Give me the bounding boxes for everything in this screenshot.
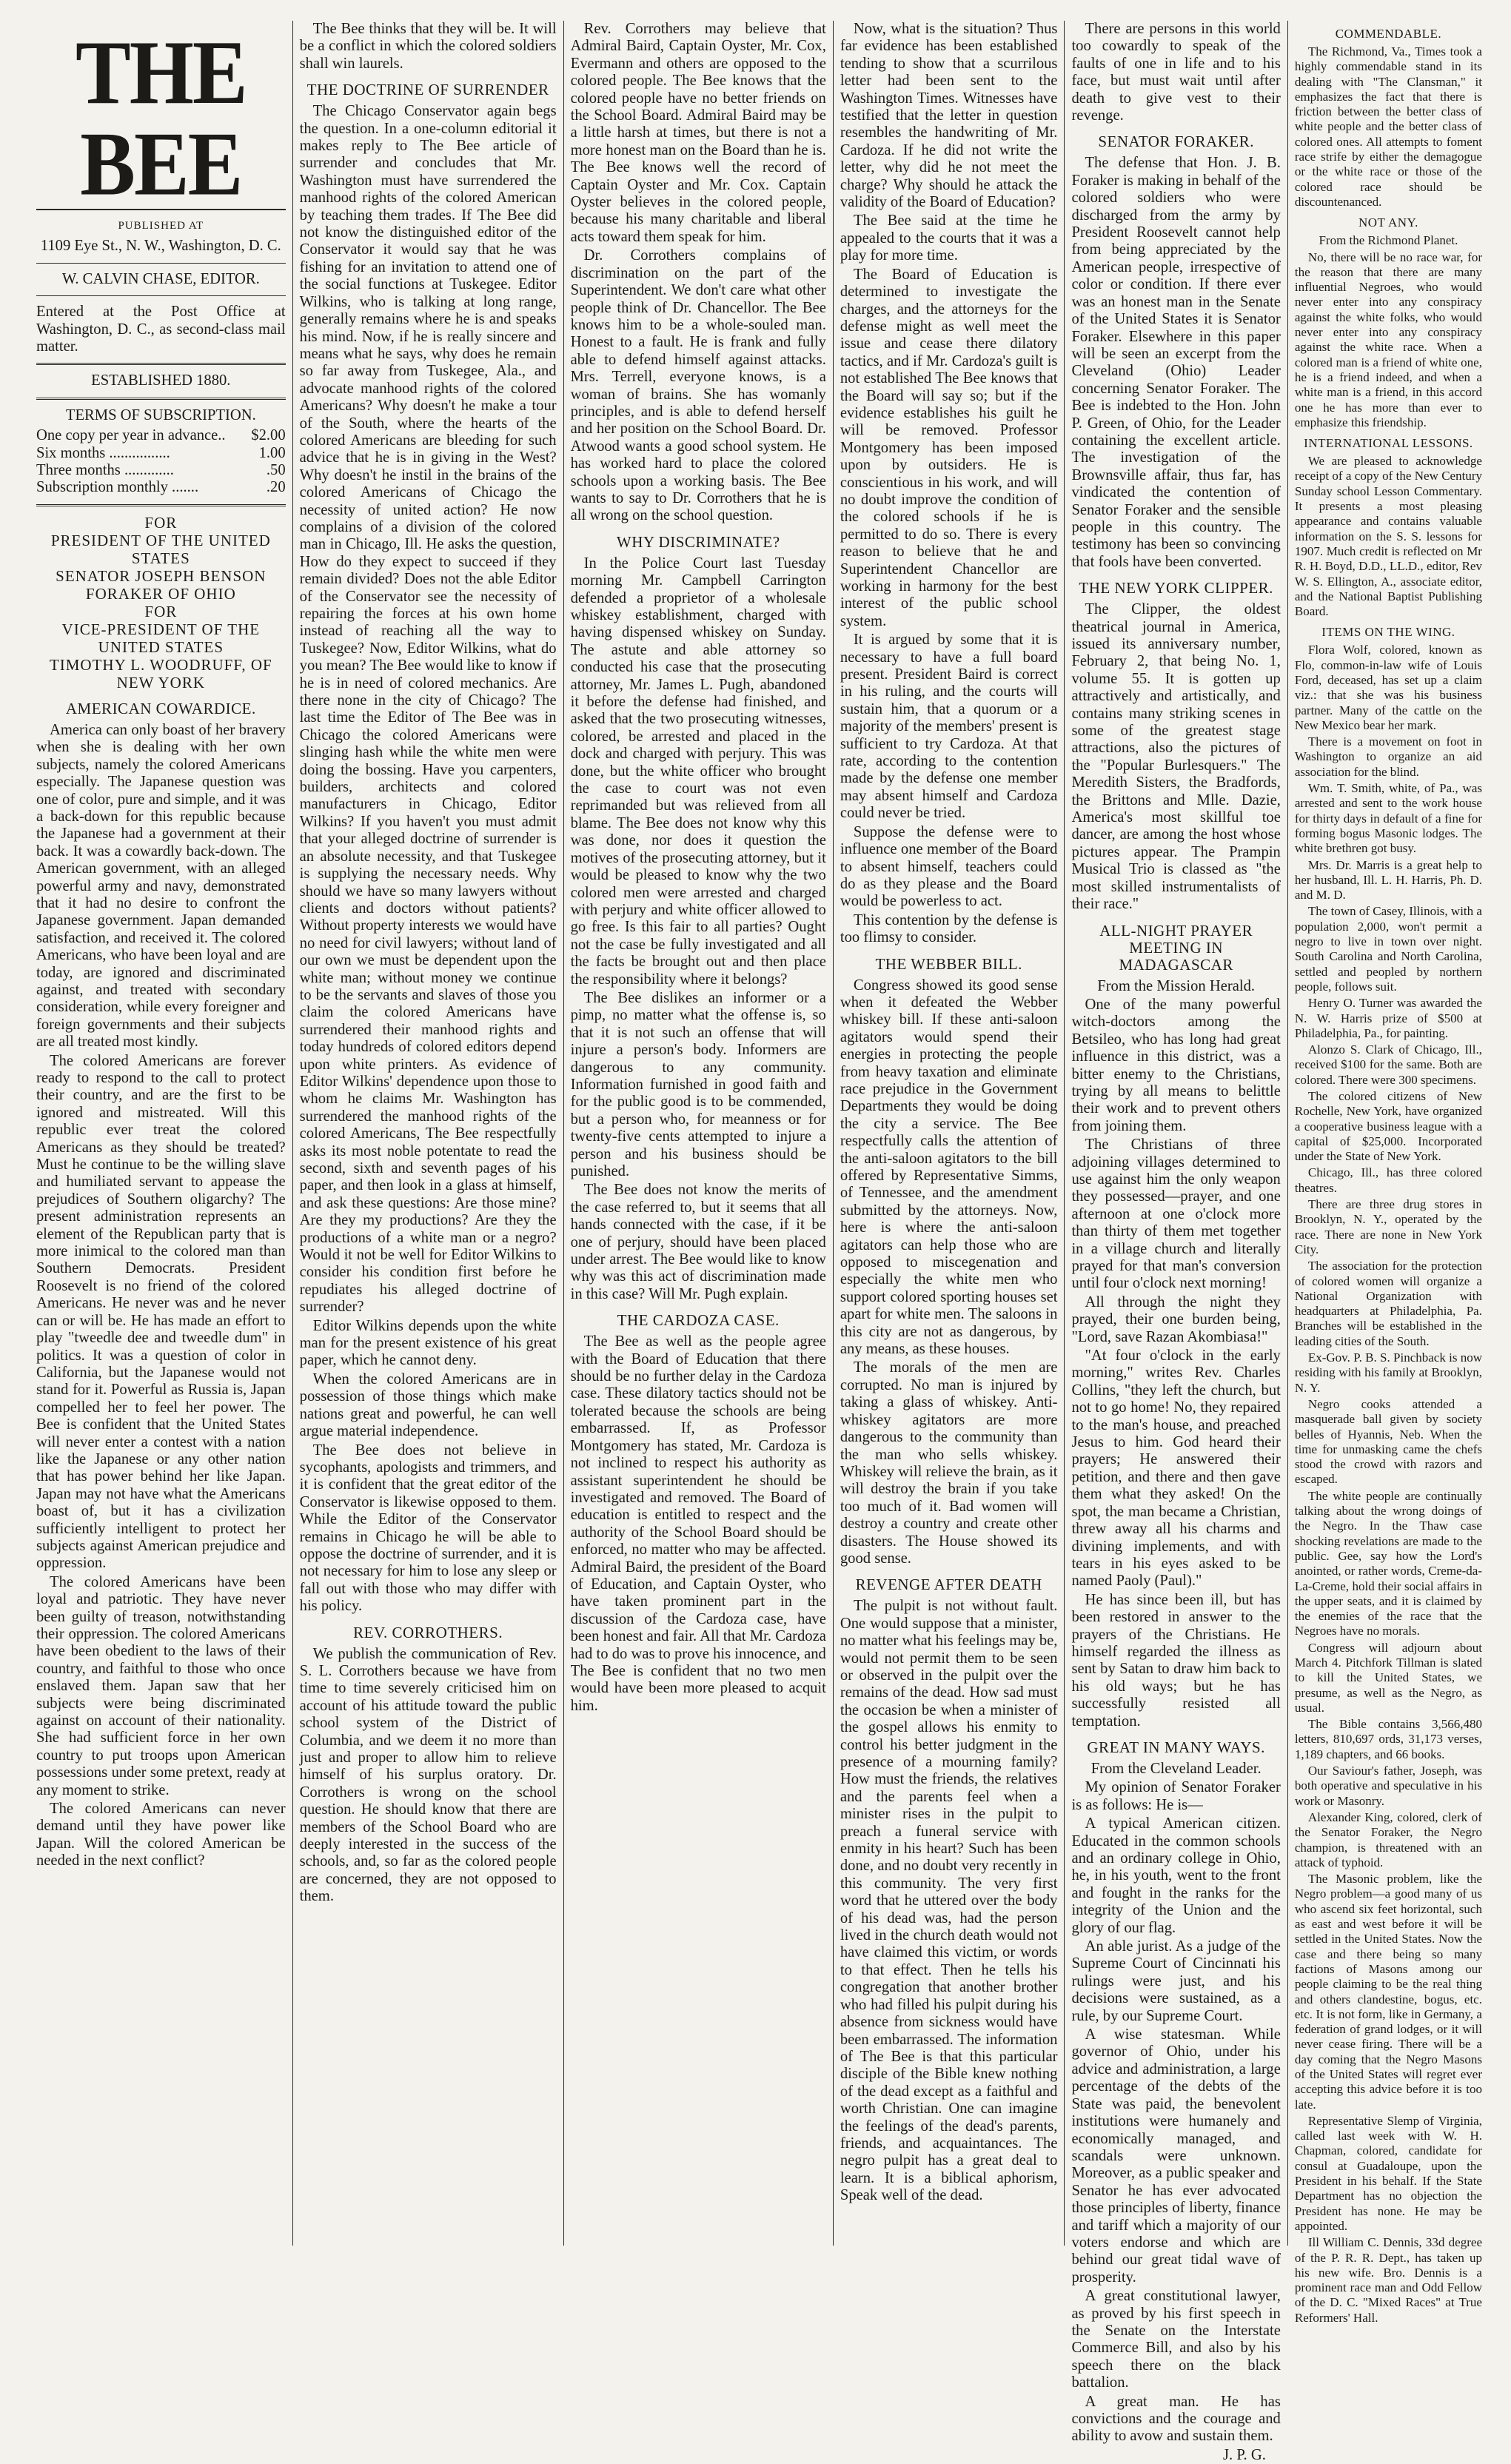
article-paragraph: Henry O. Turner was awarded the N. W. Harris prize of $500 at Philadelphia, Pa., for painting. — [1294, 996, 1482, 1040]
article-paragraph: The association for the protection of colored women will organize a National Organization with headquarters at Philadelphia, Pa. Branches will be established in the leading cities of the South. — [1294, 1259, 1482, 1348]
terms-row — [36, 445, 286, 462]
article-paragraph: A typical American citizen. Educated in the common schools and an ordinary college in Ohio, he, in his youth, went to the front and fought in the ranks for the integrity of the Union and the glory of our flag. — [1071, 1815, 1281, 1936]
column-5 — [1065, 21, 1287, 2463]
article-paragraph: We publish the communication of Rev. S. L. Corrothers because we have from time to time severely criticised him on account of his attitude toward the public school system of the District of Columbia, and we deem it no more than just and proper to allow him to relieve himself of his surplus oratory. Dr. Corrothers is wrong on the school question. He should know that there are members of the School Board who are deeply interested in the success of the schools, and, so far as the colored people are concerned, they are not opposed to them. — [299, 1645, 557, 1905]
article-title: ALL-NIGHT PRAYER MEETING IN MADAGASCAR — [1099, 921, 1253, 974]
article-source: From the Cleveland Leader. — [1090, 1760, 1262, 1777]
article-paragraph: The colored Americans have been loyal and patriotic. They have never been guilty of treason, notwithstanding their oppression. The colored Americans have been obedient to the laws of their country, and faithful to those who once enslaved them. Japan saw that her subjects were being discriminated against on account of their nationality. She had sufficient force in her own country to put troops upon American possessions under some pretext, ready at any moment to strike. — [36, 1573, 286, 1798]
article-paragraph: Congress showed its good sense when it defeated the Webber whiskey bill. If these anti-saloon agitators would spend their energies in protecting the people from heavy taxation and eliminate race prejudice in the Government Departments they would be doing the city a service. The Bee respectfully calls the attention of the anti-saloon agitators to the bill offered by Representative Simms, of Tennessee, and the amendment submitted by the attorneys. Now, here is where the anti-saloon agitators can help those who are opposed to miscegenation and especially the white men who support colored sporting houses set apart for white men. The saloons in this city are not as dangerous, by any means, as these houses. — [840, 977, 1058, 1358]
article-paragraph: Congress will adjourn about March 4. Pitchfork Tillman is slated to kill the United States, we presume, as well as the Negro, as usual. — [1294, 1640, 1482, 1715]
divider — [36, 295, 286, 296]
article-paragraph: The Board of Education is determined to investigate the charges, and the attorneys for the defense might as well meet the issue and cease there dilatory tactics, and if Mr. Cardoza's guilt is not established The Bee knows that the Board will say so; but if the evidence establishes his guilt he will be removed. Professor Montgomery has been imposed upon by outsiders. He is conscientious in his work, and will no doubt improve the condition of the colored schools if he is permitted to do so. There is every reason to believe that he and Superintendent Chancellor are working in harmony for the best interest of the public school system. — [840, 266, 1058, 629]
terms-price: .50 — [266, 462, 286, 479]
article-paragraph: The Christians of three adjoining villages determined to use against him the only weapon they possessed—prayer, and one afternoon at one o'clock more than thirty of them met together in a village church and literally prayed for that man's conversion until four o'clock next morning! — [1071, 1136, 1281, 1292]
article-paragraph: Negro cooks attended a masquerade ball given by society belles of Hyannis, Neb. When the time for unmasking came the chefs stood the crowd with razors and escaped. — [1294, 1396, 1482, 1487]
article-paragraph: A wise statesman. While governor of Ohio, under his advice and administration, a large percentage of the debts of the State was paid, the benevolent institutions were humanely and economically managed, and scandals were unknown. Moreover, as a public speaker and Senator he has ever advocated those principles of liberty, finance and tariff which a majority of our voters endorse and which are behind our great tidal wave of prosperity. — [1071, 2026, 1281, 2286]
article-title: ITEMS ON THE WING. — [1321, 625, 1455, 640]
published-at: PUBLISHED AT — [118, 220, 204, 232]
ticket-line: FOR — [144, 513, 178, 532]
ticket-line: TIMOTHY L. WOODRUFF, OF NEW YORK — [49, 655, 272, 692]
article-paragraph: Representative Slemp of Virginia, called last week with W. H. Chapman, colored, candidate for consul at Guadaloupe, upon the President in his behalf. If the State Department has no objection the President has none. He may be appointed. — [1294, 2113, 1482, 2233]
article-paragraph: Ill William C. Dennis, 33d degree of the P. R. R. Dept., has taken up his new wife. Bro. Dennis is a prominent race man and Odd Fellow of the D. C. "Mixed Races" at True Reformers' Hall. — [1294, 2235, 1482, 2325]
article-paragraph: The defense that Hon. J. B. Foraker is making in behalf of the colored soldiers who were discharged from the army by President Roosevelt cannot help from being appreciated by the American people, irrespective of color or condition. If there ever was an honest man in the Senate of the United States it is Senator Foraker. Elsewhere in this paper will be seen an excerpt from the Cleveland (Ohio) Leader concerning Senator Foraker. The Bee is indebted to the Hon. John P. Green, of Ohio, for the Leader containing the excellent article. The investigation of the Brownsville affair, thus far, has vindicated the contention of Senator Foraker and the sensible people in this country. The testimony has been so convincing that fools have been converted. — [1071, 155, 1281, 570]
established: ESTABLISHED 1880. — [91, 372, 231, 389]
article-title: SENATOR FORAKER. — [1098, 133, 1254, 151]
article-paragraph: Wm. T. Smith, white, of Pa., was arrested and sent to the work house for thirty days in default of a fine for forming bogus Masonic lodges. The white brethren got busy. — [1294, 781, 1482, 856]
terms-row — [36, 427, 286, 444]
article-paragraph: Chicago, Ill., has three colored theatres. — [1294, 1165, 1482, 1195]
article-paragraph: There are persons in this world too cowardly to speak of the faults of one in life and to his face, but must wait until after death to give vest to their revenge. — [1071, 21, 1281, 124]
article-title: WHY DISCRIMINATE? — [616, 532, 780, 551]
terms-label: Three months ............. — [36, 462, 174, 479]
article-paragraph: Rev. Corrothers may believe that Admiral Baird, Captain Oyster, Mr. Cox, Evermann and others are opposed to the colored people. The Bee knows that the colored people have no better friends on the School Board. Admiral Baird may be a little harsh at times, but there is not a more honest man on the Board than he is. The Bee knows well the record of Captain Oyster and Mr. Cox. Captain Oyster believes in the colored people, because his many charitable and liberal acts toward them speak for him. — [570, 21, 826, 245]
article-paragraph: The pulpit is not without fault. One would suppose that a minister, no matter what his feelings may be, would not permit them to be seen or observed in the pulpit over the remains of the dead. How sad must the occasion be when a minister of the gospel allows his enmity to control his better judgment in the presence of a mourning family? How must the friends, the relatives and the parents feel when a minister rises in the pulpit to preach a funeral service with enmity in his heart? Such has been done, and no doubt very recently in this community. The very first word that he uttered over the body of his dead was, had the person lived in the church death would not have claimed this victim, or words to that effect. Then he tells his congregation that another brother who had filled his pulpit during his absence from sickness would have been embarrassed. The information of The Bee is that this particular disciple of the Bible knew nothing of the dead except as a faithful and worth Christian. One can imagine the feelings of the dead's parents, friends, and acquaintances. The negro pulpit has a great deal to learn. It is a biblical aphorism, Speak well of the dead. — [840, 1598, 1058, 2204]
article-paragraph: Alonzo S. Clark of Chicago, Ill., received $100 for the same. Both are colored. There were 300 specimens. — [1294, 1042, 1482, 1087]
ticket-line: FOR — [144, 602, 178, 620]
article-paragraph: Suppose the defense were to influence one member of the Board to absent himself, teachers could do as they please and the Board would be powerless to act. — [840, 823, 1058, 910]
article-source: From the Mission Herald. — [1097, 977, 1256, 994]
article-paragraph: The Bee said at the time he appealed to the courts that it was a play for more time. — [840, 212, 1058, 264]
article-paragraph: The Bee as well as the people agree with the Board of Education that there should be no further delay in the Cardoza case. These dilatory tactics should not be tolerated because the schools are being embarrassed. If, as Professor Montgomery has stated, Mr. Cardoza is not inclined to respect his authority as assistant superintendent he should be investigated and removed. The Board of education is entitled to respect and the authority of the School Board should be enforced, no matter who may be affected. Admiral Baird, the president of the Board of Education, and Captain Oyster, who have taken prominent part in the discussion of the Cardoza case, have been honest and fair. All that Mr. Cardoza had to do was to prove his innocence, and The Bee is confident that no two men would have been more pleased to acquit him. — [570, 1333, 826, 1714]
article-paragraph: He has since been ill, but has been restored in answer to the prayers of the Christians. He himself regarded the illness as sent by Satan to draw him back to his old ways; but he has successfully resisted all temptation. — [1071, 1591, 1281, 1730]
column-6 — [1288, 21, 1489, 2325]
article-paragraph: Mrs. Dr. Marris is a great help to her husband, Ill. L. H. Harris, Ph. D. and M. D. — [1294, 857, 1482, 903]
terms-label: Six months ................ — [36, 444, 170, 461]
article-paragraph: The morals of the men are corrupted. No man is injured by taking a glass of whiskey. Anti-whiskey agitators are more dangerous to the community than the man who sells whiskey. Whiskey will relieve the brain, as it will destroy the brain if you take too much of it. Bad women will destroy a country and create other disasters. The House showed its good sense. — [840, 1359, 1058, 1567]
terms-row — [36, 462, 286, 479]
article-paragraph: The Bible contains 3,566,480 letters, 810,697 ords, 31,173 verses, 1,189 chapters, and 66 books. — [1294, 1717, 1482, 1761]
article-paragraph: Ex-Gov. P. B. S. Pinchback is now residing with his family at Brooklyn, N. Y. — [1294, 1350, 1482, 1395]
article-paragraph: No, there will be no race war, for the reason that there are many influential Negroes, who would never enter into any conspiracy against the white folks, who would never enter into any conspiracy against the white race. When a colored man is a friend of white one, he is a friend indeed, and when a white man is a friend, in this accord one he has more than ever to emphasize this friendship. — [1294, 250, 1482, 429]
article-paragraph: There are three drug stores in Brooklyn, N. Y., operated by the race. There are none in New York City. — [1294, 1197, 1482, 1256]
article-paragraph: The colored citizens of New Rochelle, New York, have organized a cooperative business league with a capital of $25,000. Incorporated under the State of New York. — [1294, 1089, 1482, 1164]
article-paragraph: A great constitutional lawyer, as proved by his first speech in the Senate on the Interstate Commerce Bill, and also by his speech there on the black battalion. — [1071, 2288, 1281, 2391]
article-paragraph: There is a movement on foot in Washington to organize an aid association for the blind. — [1294, 734, 1482, 779]
terms-label: One copy per year in advance.. — [36, 427, 226, 444]
column-2 — [293, 21, 564, 2246]
address: 1109 Eye St., N. W., Washington, D. C. — [40, 238, 281, 255]
article-paragraph: My opinion of Senator Foraker is as follows: He is— — [1071, 1779, 1281, 1813]
article-paragraph: A great man. He has convictions and the courage and ability to avow and sustain them. — [1071, 2393, 1281, 2445]
article-paragraph: Flora Wolf, colored, known as Flo, common-in-law wife of Louis Ford, deceased, has set up a claim viz.: that she was his business partner. Many of the cattle on the New Mexico bear her mark. — [1294, 643, 1482, 732]
article-paragraph: The Chicago Conservator again begs the question. In a one-column editorial it makes reply to The Bee article of surrender and concludes that Mr. Washington must have surrendered the manhood rights of the colored American by teaching them trades. If The Bee did not know the distinguished editor of the Conservator it would say that he was fishing for an invitation to attend one of the social functions at Tuskegee. Editor Wilkins, who is talking at long range, generally remains where he is and speaks his mind. Now, if he is really sincere and means what he says, why does he remain so far away from Tuskegee, Ala., and advocate manhood rights of the colored Americans? Why doesn't he make a tour of the South, where the hearts of the colored Americans are bleeding for such advice that he is in giving in the West? Why doesn't he instil in the brains of the colored Americans of Chicago the necessity of united action? He now complains of a division of the colored man in Chicago, Ill. He asks the question, How do they expect to succeed if they remain divided? Does not the able Editor of the Conservator see the necessity of repairing the forces at his own home instead of reaching all the way to Tuskegee? Now, Editor Wilkins, what do you mean? The Bee would like to know if he is in need of colored mechanics. Are there none in the city of Chicago? The last time the Editor of The Bee was in Chicago the colored Americans were slinging hash while the white men were doing the bossing. Have you carpenters, builders, architects and colored manufacturers in Chicago, Editor Wilkins? If you haven't you must admit that your alleged doctrine of surrender is an absolute necessity, and that Tuskegee is supplying the necessary needs. Why should we have so many lawyers without clients and doctors without patients? Without property interests we would have no need for civil lawyers; without land of our own we must be dependent upon the white man; without money we continue to be the servants and slaves of those you claim the colored Americans have surrendered their manhood rights and today hundreds of colored editors depend upon white printers. As evidence of Editor Wilkins' dependence upon those to whom he claims Mr. Washington has surrendered the manhood rights of the colored Americans, The Bee respectfully asks its most noble potentate to read the second, sixth and seventh pages of his paper, and then look in a glass at himself, and ask these questions: Are those mine? Are they my productions? Are they the productions of a white man or a negro? Would it not be well for Editor Wilkins to consider his condition first before he repudiates his alleged doctrine of surrender? — [299, 103, 557, 1316]
article-title: NOT ANY. — [1358, 215, 1418, 230]
article-source: From the Richmond Planet. — [1319, 233, 1458, 248]
article-paragraph: The colored Americans are forever ready to respond to the call to protect their country, and are the first to be ignored and mistreated. Will this republic ever treat the colored Americans as they should be treated? Must he continue to be the willing slave and humiliated servant to appease the prejudices of Southern oligarchy? The present administration represents an element of the Republican party that is more inimical to the colored man than Southern Democrats. President Roosevelt is no friend of the colored Americans. He never was and he never can or will be. He has made an effort to play "tweedle dee and tweedle dum" in politics. It was a question of color in California, but the Japanese would not stand for it. Powerful as Russia is, Japan compelled her to feel her power. The Bee is confident that the United States will never enter a contest with a nation like the Japanese or any other nation that has power behind her like Japan. Japan may not have what the Americans boast of, but it has a civilization sufficiently intelligent to protect her subjects against American prejudice and oppression. — [36, 1052, 286, 1572]
column-1 — [30, 21, 293, 2246]
terms-heading: TERMS OF SUBSCRIPTION. — [65, 406, 256, 424]
article-paragraph: The town of Casey, Illinois, with a population 2,000, won't permit a negro to live in town over night. South Carolina and North Carolina, settled and peopled by northern people, follows suit. — [1294, 904, 1482, 994]
article-paragraph: The Bee does not know the merits of the case referred to, but it seems that all hands connected with the case, if it be one of perjury, should have been placed under arrest. The Bee would like to know why was this act of discrimination made in this case? Will Mr. Pugh explain. — [570, 1182, 826, 1302]
article-paragraph: The Masonic problem, like the Negro problem—a good many of us who ascend six feet horizontal, such as east and west before it will be settled in the United States. Now the case and there being so many factions of Masons among our people claiming to be the real thing and others clandestine, bogus, etc. etc. It is not form, like in Germany, a federation of grand lodges, or it will never cease firing. There will be a day coming that the Negro Masons of the United States will regret ever accepting this advice before it is too late. — [1294, 1872, 1482, 2112]
article-paragraph: Now, what is the situation? Thus far evidence has been established tending to show that a scurrilous letter had been sent to the Washington Times. Witnesses have testified that the letter in question resembles the handwriting of Mr. Cardoza. If he did not write the letter, why did he not meet the charge? Why should he attack the validity of the Board of Education? — [840, 21, 1058, 211]
divider — [36, 398, 286, 400]
article-paragraph: One of the many powerful witch-doctors among the Betsileo, who has long had great influence in this district, was a bitter enemy to the Christians, trying by all means to belittle their work and to prevent others from joining them. — [1071, 996, 1281, 1134]
article-paragraph: The Bee dislikes an informer or a pimp, no matter what the offense is, so that it is not such an offense that will injure a person's body. Informers are dangerous to any community. Information furnished in good faith and for the public good is to be commended, but a person who, for meanness or for twenty-five cents attempted to injure a person and his business should be punished. — [570, 989, 826, 1179]
article-paragraph: The Bee thinks that they will be. It will be a conflict in which the colored soldiers shall win laurels. — [299, 21, 557, 72]
column-4 — [834, 21, 1065, 2246]
article-paragraph: America can only boast of her bravery when she is dealing with her own subjects, namely the colored Americans especially. The Japanese question was one of color, pure and simple, and it was a back-down for this republic because the Japanese had a government at their back. It was a cowardly back-down. The American government, with an alleged powerful army and navy, demonstrated that it had no desire to confront the Japanese government. Japan demanded satisfaction, and received it. The colored Americans, who have been loyal and are today, are ignored and discriminated against, and treated with secondary consideration, while every foreigner and foreign governments and their subjects are all treated most kindly. — [36, 721, 286, 1051]
article-title: GREAT IN MANY WAYS. — [1087, 1738, 1265, 1756]
article-paragraph: It is argued by some that it is necessary to have a full board present. President Baird is correct in his ruling, and the courts will sustain him, that a quorum or a majority of the members' present is sufficient to try Cardoza. At that rate, according to the contention made by the defense one member may absent himself and Cardoza could never be tried. — [840, 632, 1058, 822]
divider — [36, 504, 286, 506]
article-paragraph: The Clipper, the oldest theatrical journal in America, issued its anniversary number, February 2, that being No. 1, volume 55. It is gotten up attractively and artistically, and contains many striking scenes in some of the greatest stage attractions, also the pictures of the "Popular Burlesquers." The Meredith Sisters, the Bradfords, the Brittons and Mlle. Dazie, America's most skillful toe dancer, are among the host whose pictures appear. The Prampin Musical Trio is classed as "the most skilled instrumentalists of their race." — [1071, 601, 1281, 913]
column-3 — [564, 21, 834, 2246]
article-title: COMMENDABLE. — [1335, 27, 1442, 41]
masthead-title: THE BEE — [76, 22, 247, 215]
article-title: THE CARDOZA CASE. — [617, 1311, 780, 1330]
article-paragraph: When the colored Americans are in possession of those things which make nations great and powerful, he can well argue material independence. — [299, 1370, 557, 1440]
terms-table — [36, 427, 286, 497]
article-paragraph: Editor Wilkins depends upon the white man for the present existence of his great paper, which he cannot deny. — [299, 1317, 557, 1369]
article-paragraph: Our Saviour's father, Joseph, was both operative and speculative in his work or Masonry. — [1294, 1764, 1482, 1808]
article-paragraph: We are pleased to acknowledge receipt of a copy of the New Century Sunday school Lesson Commentary. It presents a most pleasing appearance and contains valuable information on the S. S. lessons for 1907. Much credit is reflected on Mr R. H. Boyd, D.D., LL.D., editor, Rev W. S. Ellington, A., associate editor, and the National Baptist Publishing Board. — [1294, 454, 1482, 619]
article-paragraph: An able jurist. As a judge of the Supreme Court of Cincinnati his rulings were just, and his decisions were sustained, as a rule, by our Supreme Court. — [1071, 1938, 1281, 2024]
article-title: AMERICAN COWARDICE. — [65, 699, 256, 717]
divider — [36, 263, 286, 264]
newspaper-page — [30, 21, 1489, 2463]
editor-line: W. CALVIN CHASE, EDITOR. — [61, 270, 260, 287]
ticket-line: PRESIDENT OF THE UNITED STATES — [50, 531, 271, 567]
article-title: THE WEBBER BILL. — [875, 954, 1022, 973]
ticket-line: SENATOR JOSEPH BENSON FORAKER OF OHIO — [56, 566, 267, 603]
article-paragraph: "At four o'clock in the early morning," writes Rev. Charles Collins, "they left the church, but not to go home! No, they repaired to the man's house, and preached Jesus to him. God heard their prayers; He answered their petition, and there and then gave them what they asked! On the spot, the man became a Christian, threw away all his charms and divining implements, and with tears in his eyes asked to be named Paoly (Paul)." — [1071, 1348, 1281, 1590]
article-paragraph: This contention by the defense is too flimsy to consider. — [840, 911, 1058, 946]
article-title: REVENGE AFTER DEATH — [855, 1576, 1042, 1594]
article-signature: J. P. G. — [1223, 2446, 1266, 2463]
divider — [36, 363, 286, 365]
article-paragraph: Alexander King, colored, clerk of the Senator Foraker, the Negro champion, is threatened with an attack of typhoid. — [1294, 1810, 1482, 1869]
entered-notice: Entered at the Post Office at Washington, D. C., as second-class mail matter. — [36, 304, 286, 355]
terms-price: $2.00 — [251, 427, 286, 444]
terms-label: Subscription monthly ....... — [36, 479, 199, 496]
article-paragraph: Dr. Corrothers complains of discrimination on the part of the Superintendent. We don't care what other people think of Dr. Chancellor. The Bee knows him to be a whole-souled man. Honest to a fault. He is frank and fully able to defend himself against attacks. Mrs. Terrell, everyone knows, is a woman of brains. She has womanly principles, and is able to defend herself and her position on the School Board. Dr. Atwood wants a good school system. He has worked hard to place the colored schools upon a working basis. The Bee wants to say to Dr. Corrothers that he is all wrong on the school question. — [570, 247, 826, 524]
ticket-line: VICE-PRESIDENT OF THE UNITED STATES — [61, 620, 261, 656]
terms-price: 1.00 — [258, 444, 286, 461]
article-title: INTERNATIONAL LESSONS. — [1304, 436, 1473, 451]
article-title: REV. CORROTHERS. — [353, 1623, 503, 1641]
article-title: THE NEW YORK CLIPPER. — [1079, 579, 1273, 597]
article-title: THE DOCTRINE OF SURRENDER — [306, 81, 549, 99]
article-paragraph: All through the night they prayed, their one burden being, "Lord, save Razan Akombiasa!" — [1071, 1293, 1281, 1345]
terms-price: .20 — [266, 479, 286, 496]
terms-row — [36, 479, 286, 496]
presidential-ticket — [36, 514, 286, 692]
article-paragraph: The white people are continually talking about the wrong doings of the Negro. In the Thaw case shocking revelations are made to the public. Gee, say how the Lord's anointed, or rather words, Creme-da-La-Creme, hold their social affairs in the upper seats, and it is claimed by the enemies of the race that the Negroes have no morals. — [1294, 1488, 1482, 1638]
article-paragraph: The Bee does not believe in sycophants, apologists and trimmers, and it is confident that the great editor of the Conservator is likewise opposed to them. While the Editor of the Conservator remains in Chicago he will be able to oppose the doctrine of surrender, and it is not necessary for him to lose any sleep or fall out with those who may differ with his policy. — [299, 1442, 557, 1615]
article-paragraph: The Richmond, Va., Times took a highly commendable stand in its dealing with "The Clansman," it emphasizes the fact that there is friction between the better class of white people and the better class of colored ones. All attempts to foment race strife by either the demagogue or the white race or those of the colored race should be discountenanced. — [1294, 44, 1482, 209]
article-paragraph: The colored Americans can never demand until they have power like Japan. Will the colored American be needed in the next conflict? — [36, 1801, 286, 1869]
article-paragraph: In the Police Court last Tuesday morning Mr. Campbell Carrington defended a proprietor of a wholesale whiskey establishment, charged with having dispensed whiskey on Sunday. The astute and able attorney so conducted his case that the prosecuting attorney, Mr. James L. Pugh, abandoned it before the defense had finished, and asked that the two prosecuting witnesses, colored, be arrested and placed in the dock and charged with perjury. This was done, but the white officer who brought the case to court was not even reprimanded but was relieved from all blame. The Bee does not know why this was done, nor does it question the motives of the prosecuting attorney, but it would be pleased to know why the two colored men were arrested and charged with perjury and white officer allowed to go free. Is this fair to all parties? Ought not the case be fully investigated and all the facts be brought out and then place the responsibility where it belongs? — [570, 555, 826, 988]
